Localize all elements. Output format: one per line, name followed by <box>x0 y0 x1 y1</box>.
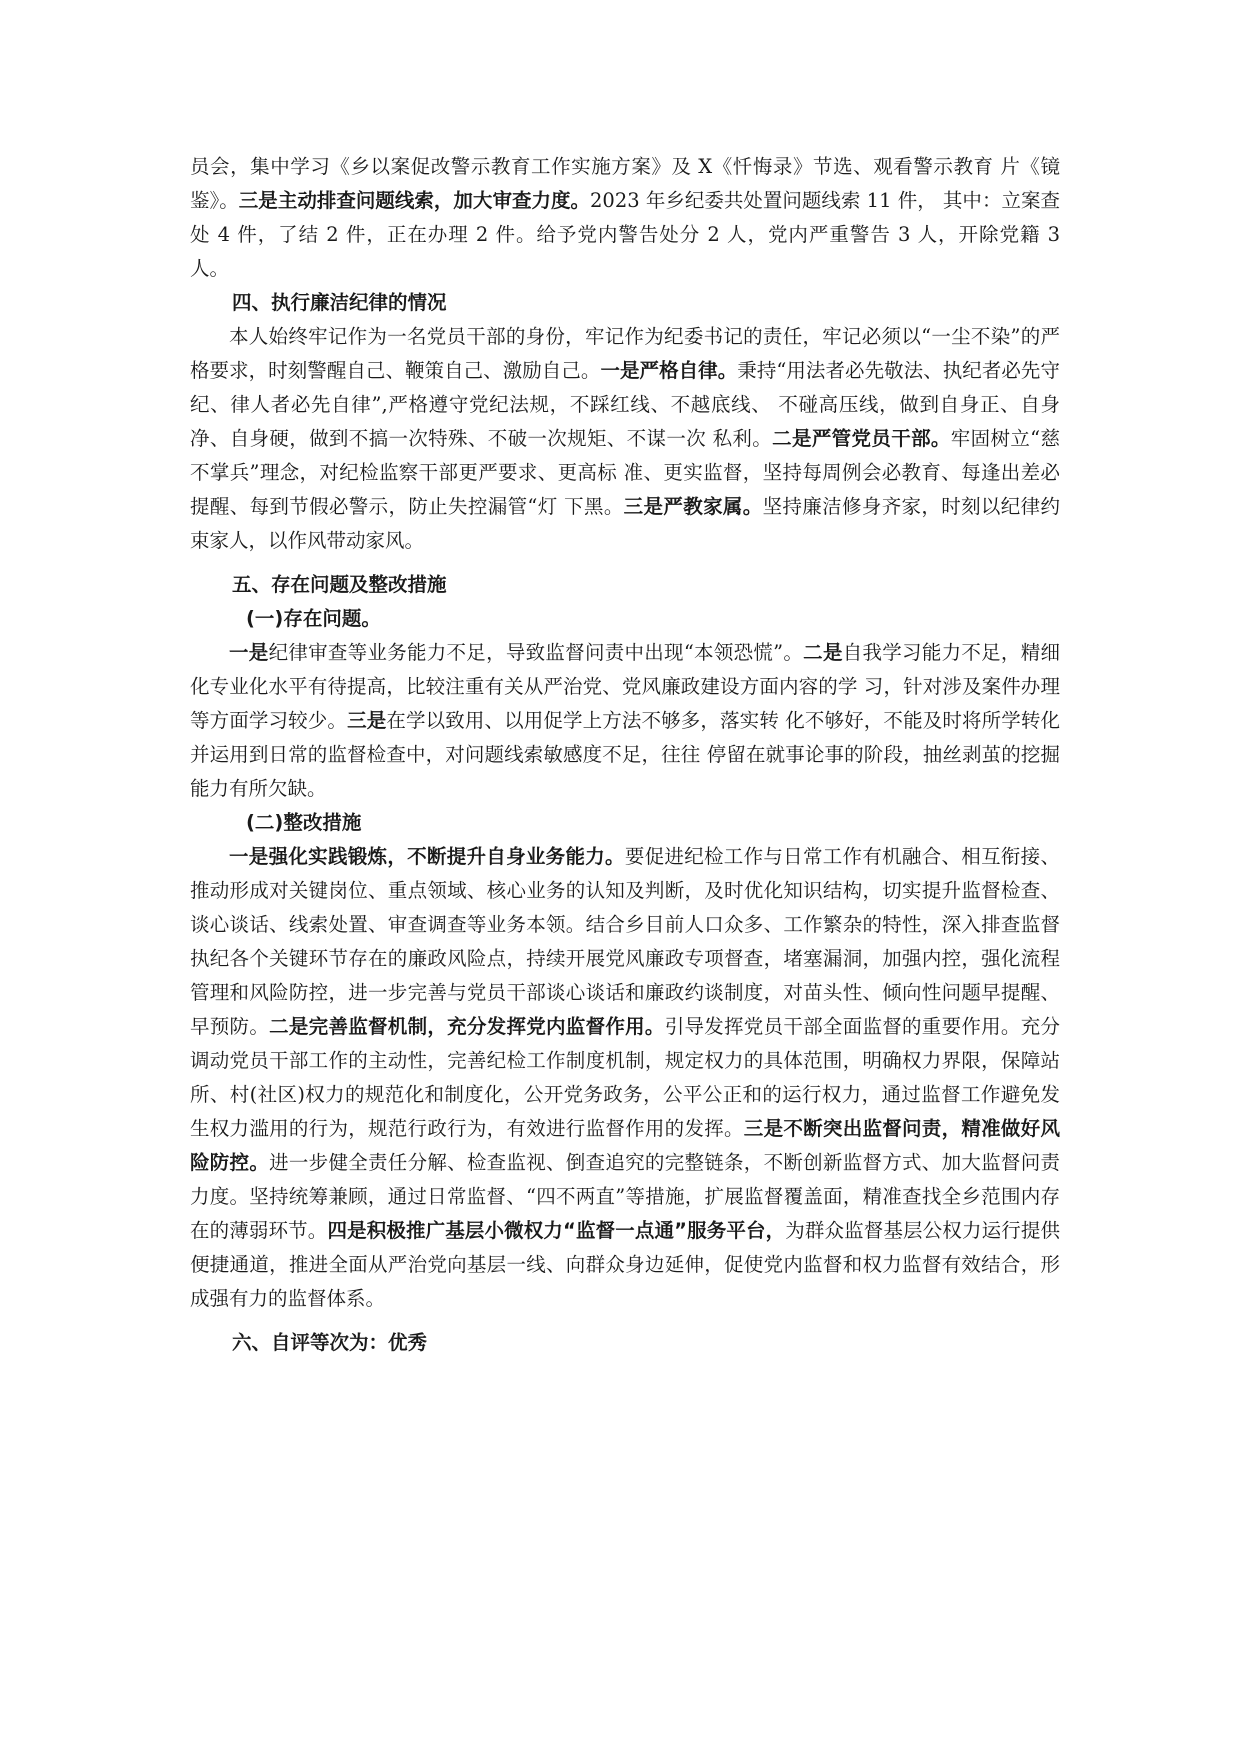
paragraph-text: 为群众监督基层公权力运行提供便捷通道，推进全面从严治党向基层一线、向群众身边延伸，促使党内监督和权力监督有效结合，形成强有力的监督体系。 <box>190 1219 1060 1310</box>
paragraph-emphasis: 二是严管党员干部。 <box>772 427 951 450</box>
paragraph-emphasis: 一是 <box>229 641 269 664</box>
paragraph-emphasis: 三是主动排查问题线索，加大审查力度。 <box>238 189 590 212</box>
paragraph-emphasis: 二是完善监督机制，充分发挥党内监督作用。 <box>269 1015 665 1038</box>
subsection-heading-measures: (二)整改措施 <box>246 811 362 834</box>
paragraph-text: 自我学习能力不足，精细化专业化水平有待提高，比较注重有关从严治党、党风廉政建设方面内容的学 习，针对涉及案件办理等方面学习较少。 <box>190 641 1060 732</box>
document-page <box>190 150 1060 1360</box>
paragraph-text: 牢固树立“慈不掌兵”理念，对纪检监察干部更严要求、更高标 准、更实监督，坚持每周例会必教育、每逢出差必提醒、每到节假必警示，防止失控漏管“灯 下黑。 <box>190 427 1060 518</box>
paragraph-text: 纪律审查等业务能力不足，导致监督问责中出现“本领恐慌”。 <box>268 641 804 664</box>
paragraph-emphasis: 三是 <box>347 709 387 732</box>
section-heading-6: 六、自评等次为：优秀 <box>232 1331 428 1354</box>
paragraph-emphasis: 二是 <box>803 641 843 664</box>
paragraph-emphasis: 一是强化实践锻炼，不断提升自身业务能力。 <box>229 845 625 868</box>
paragraph-emphasis: 一是严格自律。 <box>600 359 738 382</box>
paragraph-emphasis: 三是不断突出监督问责，精准做好风险防控。 <box>190 1117 1060 1174</box>
paragraph-text: 进一步健全责任分解、检查监视、倒查追究的完整链条，不断创新监督方式、加大监督问责力度。坚持统筹兼顾，通过日常监督、“四不两直”等措施，扩展监督覆盖面，精准查找全乡范围内存在的薄弱环节。 <box>190 1151 1060 1242</box>
paragraph-text: 在学以致用、以用促学上方法不够多，落实转 化不够好，不能及时将所学转化并运用到日常的监督检查中，对问题线索敏感度不足，往往 停留在就事论事的阶段，抽丝剥茧的挖掘能力有所欠缺。 <box>190 709 1060 800</box>
paragraph-emphasis: 四是积极推广基层小微权力“监督一点通”服务平台， <box>327 1219 786 1242</box>
paragraph-emphasis: 三是严教家属。 <box>623 495 763 518</box>
paragraph-text: 引导发挥党员干部全面监督的重要作用。充分调动党员干部工作的主动性，完善纪检工作制度机制，规定权力的具体范围，明确权力界限，保障站所、村(社区)权力的规范化和制度化，公开党务政务，公平公正和的运行权力，通过监督工作避免发生权力滥用的行为，规范行政行为，有效进行监督作用的发挥。 <box>190 1015 1060 1140</box>
paragraph-existing-problems <box>190 636 1060 806</box>
paragraph-text: 本人始终牢记作为一名党员干部的身份，牢记作为纪委书记的责任，牢记必须以“一尘不染”的严格要求，时刻警醒自己、鞭策自己、激励自己。 <box>190 325 1060 382</box>
paragraph-text: 2023 年乡纪委共处置问题线索 11 件， 其中：立案查处 4 件，了结 2 件，正在办理 2 件。给予党内警告处分 2 人，党内严重警告 3 人，开除党籍 3 人。 <box>190 189 1060 280</box>
paragraph-text: 秉持“用法者必先敬法、执纪者必先守纪、律人者必先自律”,严格遵守党纪法规，不踩红线、不越底线、 不碰高压线，做到自身正、自身净、自身硬，做到不搞一次特殊、不破一次规矩、不谋一次 私利。 <box>190 359 1060 450</box>
paragraph-education-and-cases <box>190 150 1060 286</box>
paragraph-text: 员会，集中学习《乡以案促改警示教育工作实施方案》及 X《忏悔录》节选、观看警示教育 片《镜鉴》。 <box>190 155 1060 212</box>
subsection-heading-problems: (一)存在问题。 <box>246 607 381 630</box>
paragraph-integrity-discipline <box>190 320 1060 558</box>
section-heading-4: 四、执行廉洁纪律的情况 <box>232 291 447 314</box>
paragraph-text: 要促进纪检工作与日常工作有机融合、相互衔接、推动形成对关键岗位、重点领域、核心业务的认知及判断，及时优化知识结构，切实提升监督检查、谈心谈话、线索处置、审查调查等业务本领。结合乡目前人口众多、工作繁杂的特性，深入排查监督执纪各个关键环节存在的廉政风险点，持续开展党风廉政专项督查，堵塞漏洞，加强内控，强化流程管理和风险防控，进一步完善与党员干部谈心谈话和廉政约谈制度，对苗头性、倾向性问题早提醒、早预防。 <box>190 845 1060 1038</box>
paragraph-text: 坚持廉洁修身齐家，时刻以纪律约束家人，以作风带动家风。 <box>190 495 1060 552</box>
paragraph-rectification-measures <box>190 840 1060 1316</box>
section-heading-5: 五、存在问题及整改措施 <box>232 573 447 596</box>
